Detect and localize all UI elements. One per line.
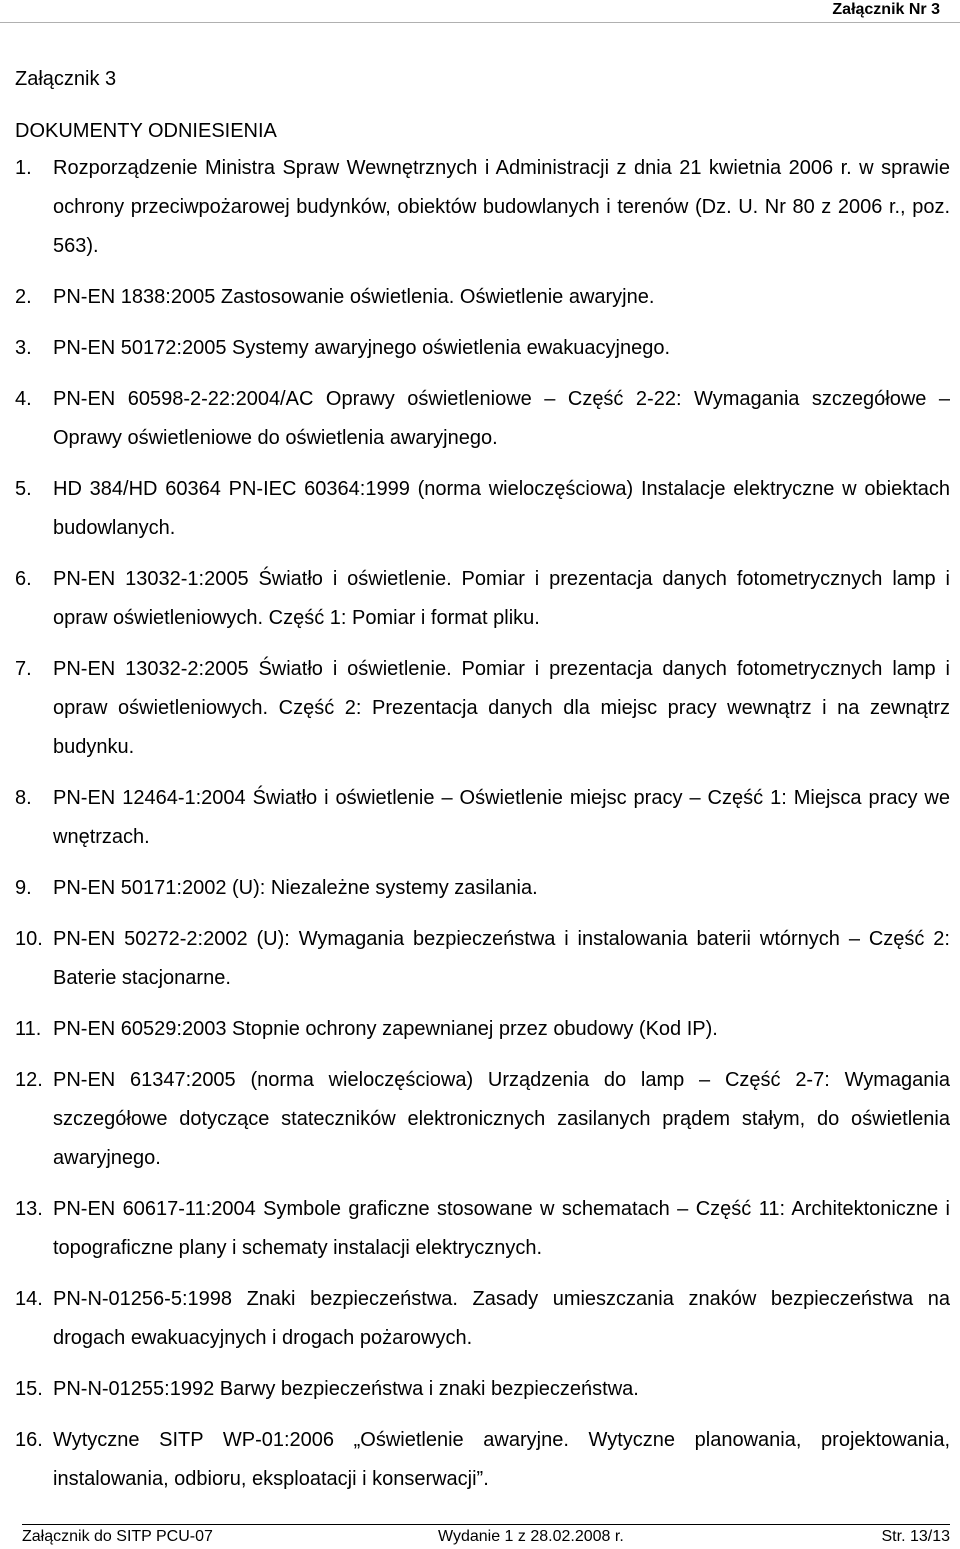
reference-text: PN-EN 12464-1:2004 Światło i oświetlenie – Oświetlenie miejsc pracy – Część 1: Miejsca pracy we wnętrzach. (53, 787, 950, 848)
reference-text: PN-N-01256-5:1998 Znaki bezpieczeństwa. Zasady umieszczania znaków bezpieczeństwa na drogach ewakuacyjnych i drogach pożarowych. (53, 1288, 950, 1349)
reference-number: 7. (15, 658, 32, 680)
reference-number: 8. (15, 787, 32, 809)
footer-document-ref: Załącznik do SITP PCU-07 (22, 1528, 213, 1545)
reference-text: PN-EN 60529:2003 Stopnie ochrony zapewnianej przez obudowy (Kod IP). (53, 1018, 718, 1040)
reference-number: 5. (15, 478, 32, 500)
reference-item-14 (15, 1280, 950, 1358)
reference-number: 2. (15, 286, 32, 308)
reference-number: 4. (15, 388, 32, 410)
reference-number: 1. (15, 157, 32, 179)
reference-number: 9. (15, 877, 32, 899)
reference-text: Rozporządzenie Ministra Spraw Wewnętrznych i Administracji z dnia 21 kwietnia 2006 r. w sprawie ochrony przeciwpożarowej budynków, obiektów budowlanych i terenów (Dz. U. Nr 80 z 2006 r., poz. 563). (53, 157, 950, 257)
reference-number: 6. (15, 568, 32, 590)
reference-item-10 (15, 920, 950, 998)
reference-number: 12. (15, 1069, 43, 1091)
reference-item-13 (15, 1190, 950, 1268)
reference-text: PN-EN 60617-11:2004 Symbole graficzne stosowane w schematach – Część 11: Architektoniczne i topograficzne plany i schematy instalacji elektrycznych. (53, 1198, 950, 1259)
reference-item-2 (15, 278, 950, 317)
footer-page-number: Str. 13/13 (881, 1528, 950, 1545)
reference-item-9 (15, 869, 950, 908)
page-header (0, 0, 960, 23)
reference-text: PN-EN 13032-2:2005 Światło i oświetlenie. Pomiar i prezentacja danych fotometrycznych lamp i opraw oświetleniowych. Część 2: Prezentacja danych dla miejsc pracy wewnątrz i na zewnątrz budynku. (53, 658, 950, 758)
section-heading: DOKUMENTY ODNIESIENIA (15, 120, 277, 142)
reference-item-5 (15, 470, 950, 548)
page-footer (22, 1524, 950, 1549)
reference-item-16 (15, 1421, 950, 1499)
reference-number: 3. (15, 337, 32, 359)
reference-text: PN-EN 13032-1:2005 Światło i oświetlenie. Pomiar i prezentacja danych fotometrycznych lamp i opraw oświetleniowych. Część 1: Pomiar i format pliku. (53, 568, 950, 629)
reference-text: HD 384/HD 60364 PN-IEC 60364:1999 (norma wieloczęściowa) Instalacje elektryczne w obiektach budowlanych. (53, 478, 950, 539)
reference-item-6 (15, 560, 950, 638)
reference-text: PN-EN 60598-2-22:2004/AC Oprawy oświetleniowe – Część 2-22: Wymagania szczegółowe – Oprawy oświetleniowe do oświetlenia awaryjnego. (53, 388, 950, 449)
reference-item-4 (15, 380, 950, 458)
reference-number: 11. (15, 1018, 42, 1040)
reference-number: 14. (15, 1288, 43, 1310)
reference-item-15 (15, 1370, 950, 1409)
reference-item-11 (15, 1010, 950, 1049)
document-title: Załącznik 3 (15, 68, 117, 90)
reference-item-12 (15, 1061, 950, 1178)
reference-item-1 (15, 149, 950, 266)
reference-number: 13. (15, 1198, 43, 1220)
reference-number: 10. (15, 928, 43, 950)
reference-item-3 (15, 329, 950, 368)
reference-list (15, 149, 950, 1499)
reference-item-7 (15, 650, 950, 767)
reference-number: 16. (15, 1429, 43, 1451)
reference-text: PN-EN 1838:2005 Zastosowanie oświetlenia. Oświetlenie awaryjne. (53, 286, 655, 308)
reference-text: PN-EN 61347:2005 (norma wieloczęściowa) Urządzenia do lamp – Część 2-7: Wymagania szczegółowe dotyczące stateczników elektronicznych zasilanych prądem stałym, do oświetlenia awaryjnego. (53, 1069, 950, 1169)
reference-number: 15. (15, 1378, 43, 1400)
reference-text: PN-EN 50172:2005 Systemy awaryjnego oświetlenia ewakuacyjnego. (53, 337, 671, 359)
header-title: Załącznik Nr 3 (832, 1, 940, 18)
reference-text: PN-N-01255:1992 Barwy bezpieczeństwa i znaki bezpieczeństwa. (53, 1378, 639, 1400)
reference-text: PN-EN 50171:2002 (U): Niezależne systemy zasilania. (53, 877, 538, 899)
reference-text: Wytyczne SITP WP-01:2006 „Oświetlenie awaryjne. Wytyczne planowania, projektowania, instalowania, odbioru, eksploatacji i konserwacji”. (53, 1429, 950, 1490)
reference-text: PN-EN 50272-2:2002 (U): Wymagania bezpieczeństwa i instalowania baterii wtórnych – Część 2: Baterie stacjonarne. (53, 928, 950, 989)
footer-edition: Wydanie 1 z 28.02.2008 r. (438, 1528, 624, 1545)
reference-item-8 (15, 779, 950, 857)
